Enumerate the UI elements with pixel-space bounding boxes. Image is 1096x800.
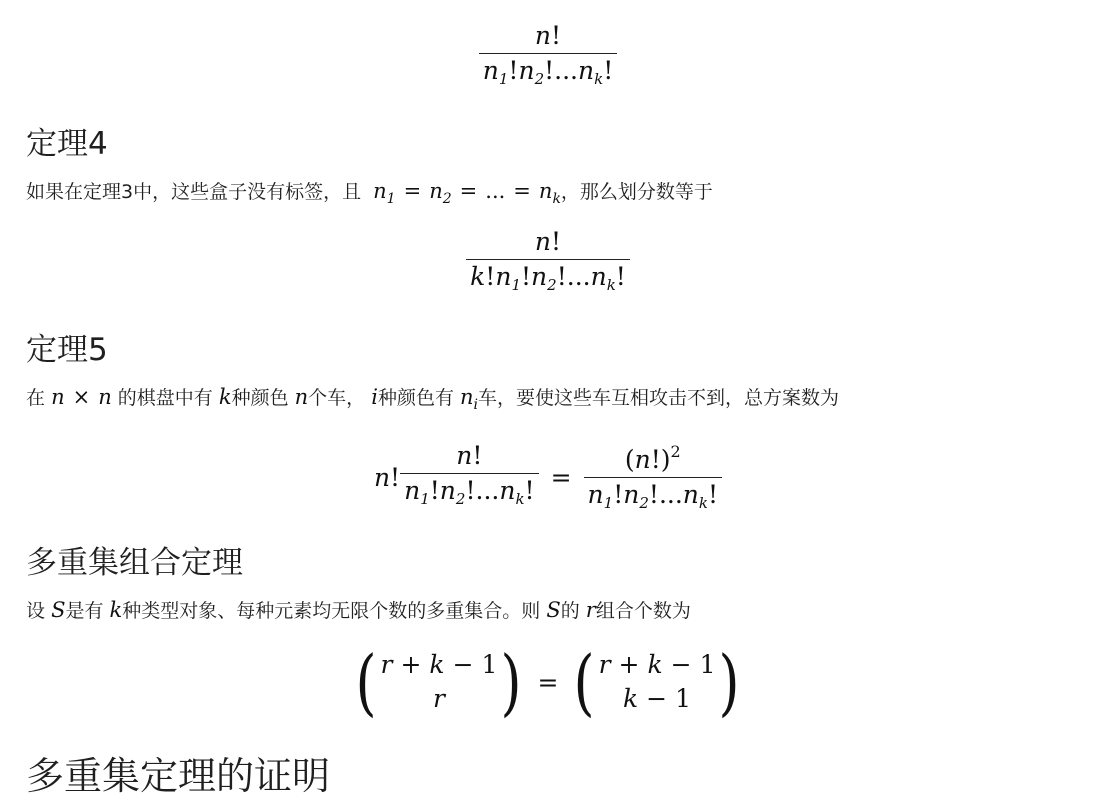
theorem4-heading: 定理4 — [26, 126, 108, 162]
left-paren: ( — [355, 640, 377, 724]
multiset-text-b: 是有 — [65, 600, 104, 622]
theorem5-heading: 定理5 — [26, 332, 108, 368]
theorem4-text-b: ，那么划分数等于 — [560, 181, 713, 203]
binomial-left — [352, 640, 525, 724]
fraction-denominator: $k!n_1!n_2!...n_k$! — [466, 259, 630, 299]
multiset-text — [26, 595, 691, 626]
fraction — [400, 442, 539, 513]
math-S: S — [51, 598, 66, 622]
binomial-right — [570, 640, 743, 724]
math-k: k — [218, 385, 232, 409]
equation-binomial — [0, 640, 1096, 724]
binomial-bottom: r — [432, 684, 445, 713]
theorem4-text — [26, 176, 713, 214]
fraction-denominator: $n_1!n_2!...n_k$! — [479, 53, 618, 93]
fraction — [584, 438, 723, 517]
multiset-text-d: 的 — [560, 600, 580, 622]
equation-unlabeled — [0, 228, 1096, 299]
fraction — [479, 22, 618, 93]
fraction-numerator: n! — [534, 227, 562, 256]
fraction-numerator: n! — [534, 21, 562, 50]
math-n-times-n: n × n — [51, 385, 112, 409]
math-i: i — [371, 385, 378, 409]
multiset-heading: 多重集组合定理 — [26, 545, 243, 581]
binomial-top: r + k − 1 — [380, 650, 498, 679]
fraction-numerator: n! — [456, 441, 483, 470]
math-S: S — [546, 598, 561, 622]
eq3-prefix: n! — [373, 463, 401, 492]
theorem5-text — [26, 382, 839, 420]
fraction-denominator: $n_1!n_2!...n_k$! — [400, 473, 539, 513]
math-n-equal-chain: $n_1 = n_2$ = ... = $n_k$ — [373, 179, 561, 207]
theorem5-text-f: 车，要使这些车互相攻击不到，总方案数为 — [478, 387, 840, 409]
theorem5-text-c: 种颜色 — [231, 387, 289, 409]
multiset-text-e: 组合个数为 — [595, 600, 691, 622]
binomial-bottom: k − 1 — [623, 684, 692, 713]
theorem5-text-b: 的棋盘中有 — [117, 387, 213, 409]
multiset-text-a: 设 — [26, 600, 46, 622]
fraction-denominator: $n_1!n_2!...n_k$! — [584, 477, 723, 517]
fraction — [466, 228, 630, 299]
multiset-text-c: 种类型对象、每种元素均无限个数的多重集合。则 — [122, 600, 541, 622]
math-r: r — [585, 598, 596, 622]
theorem4-text-a: 如果在定理3中，这些盒子没有标签，且 — [26, 181, 362, 203]
proof-heading: 多重集定理的证明 — [26, 754, 331, 798]
theorem5-text-d: 个车， — [308, 387, 366, 409]
fraction-numerator: $(n!)^2$ — [624, 442, 681, 474]
equation-rooks — [0, 438, 1096, 517]
math-n-i: $n_i$ — [460, 385, 479, 413]
math-n: n — [294, 385, 309, 409]
theorem5-text-a: 在 — [26, 387, 46, 409]
left-paren: ( — [573, 640, 596, 724]
binomial-top: r + k − 1 — [598, 650, 716, 679]
math-k: k — [109, 598, 123, 622]
equals-sign: = — [550, 463, 572, 492]
right-paren: ) — [718, 640, 741, 724]
equals-sign: = — [537, 667, 559, 697]
equation-multinomial — [0, 22, 1096, 93]
right-paren: ) — [500, 640, 523, 724]
theorem5-text-e: 种颜色有 — [377, 387, 454, 409]
